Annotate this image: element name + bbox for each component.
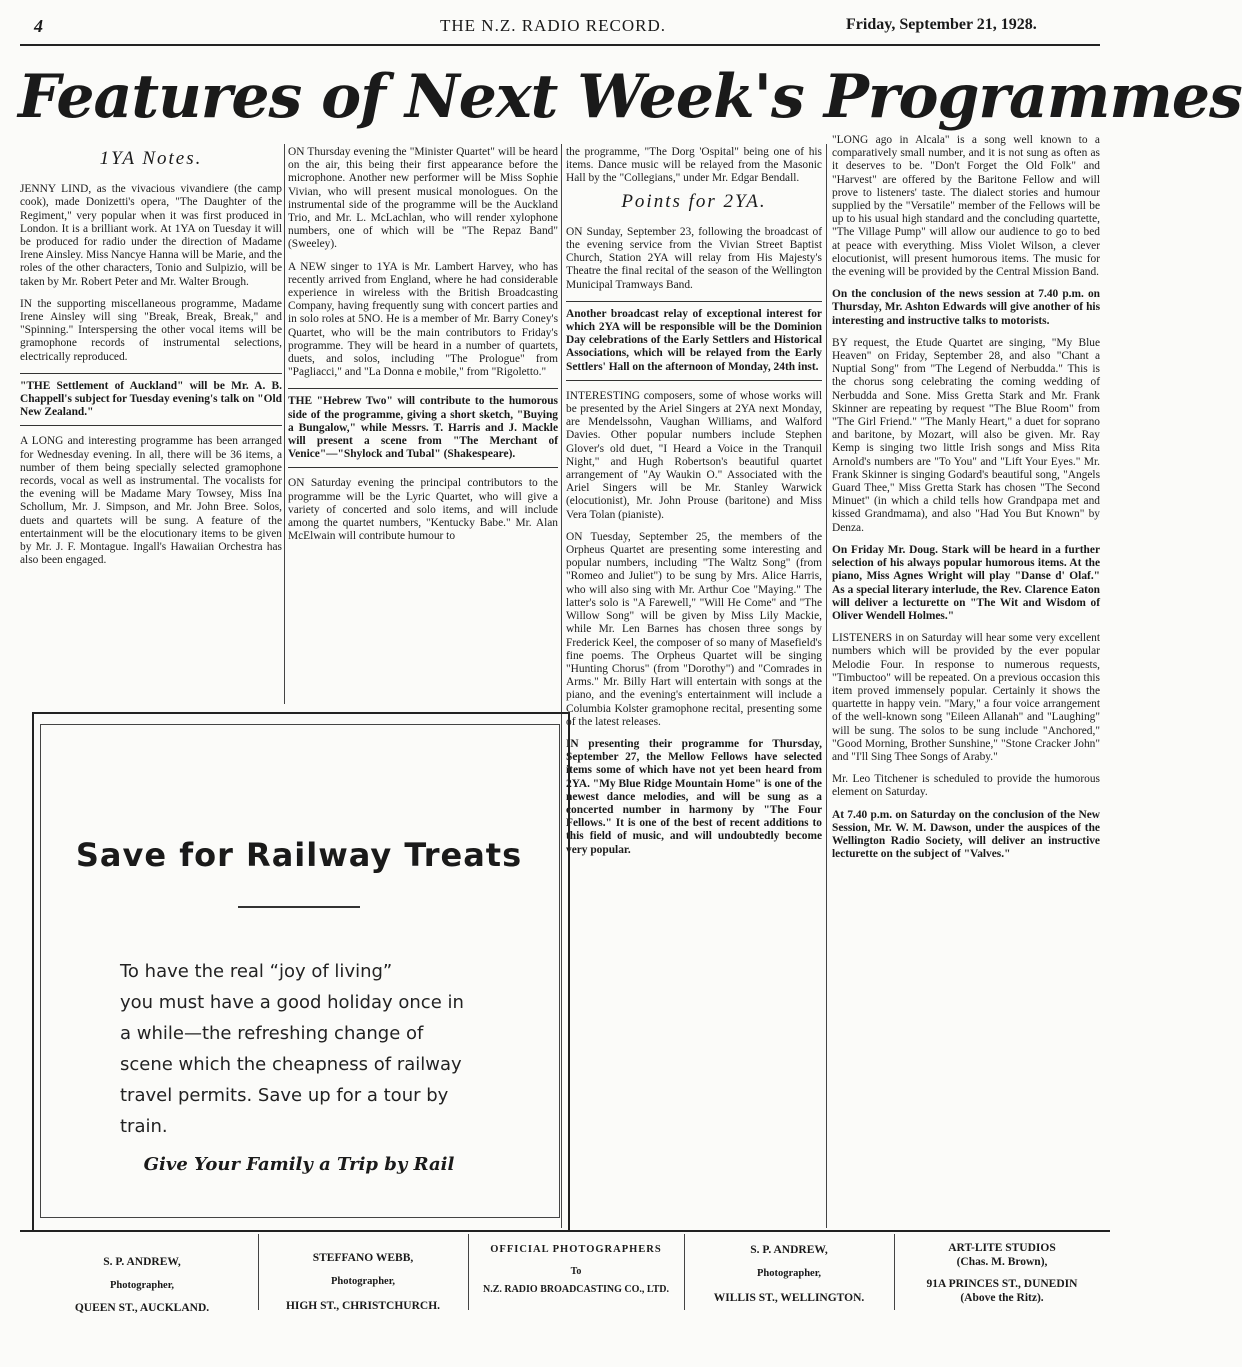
studio-name: ART-LITE STUDIOS xyxy=(948,1242,1056,1254)
directory-divider xyxy=(684,1234,685,1310)
directory-entry-official xyxy=(470,1234,682,1308)
ad-body-line: you must have a good holiday once in xyxy=(120,992,464,1013)
column-rule xyxy=(826,144,827,1228)
studio-name: STEFFANO WEBB, xyxy=(312,1252,414,1264)
article-paragraph: A NEW singer to 1YA is Mr. Lambert Harvey, who has recently arrived from England, where he had considerable experience in wireless with the British Broadcasting Company, having frequently sung with concert parties and in solo roles at 5NO. He is a member of Mr. Barry Coney's Quartet, who will be the main contributors to Friday's programme. They will be heard in a number of quartets, duets, and solos, including "The Prologue" from "Pagliacci," and "La Donna e mobile," from "Rigoletto." xyxy=(288,260,558,379)
directory-entry-wellington xyxy=(686,1234,892,1308)
motorists-talk-notice: On the conclusion of the news session at 7.40 p.m. on Thursday, Mr. Ashton Edwards will give another of his interesting and instructive talks to motorists. xyxy=(832,288,1100,327)
studio-name: S. P. ANDREW, xyxy=(750,1244,828,1256)
ad-body-line: travel permits. Save up for a tour by xyxy=(120,1085,449,1106)
directory-divider xyxy=(258,1234,259,1310)
ad-body-line: a while—the refreshing change of xyxy=(120,1023,424,1044)
article-paragraph: ON Sunday, September 23, following the broadcast of the evening service from the Vivian Street Baptist Church, Station 2YA will relay from His Majesty's Theatre the final recital of the season of the Wellington Municipal Tramways Band. xyxy=(566,225,822,291)
column-3 xyxy=(566,146,822,866)
studio-role: (Chas. M. Brown), xyxy=(956,1256,1048,1268)
dominion-day-notice: Another broadcast relay of exceptional interest for which 2YA will be responsible will be the Dominion Day celebrations of the Early Settlers and Historical Associations, which will be relayed from the Early Settlers' Hall on the afternoon of Monday, 24th inst. xyxy=(566,301,822,381)
head-rule xyxy=(20,44,1100,46)
hebrew-two-notice: THE "Hebrew Two" will contribute to the humorous side of the programme, giving a short sketch, "Buying a Bungalow," while Messrs. T. Harris and J. Mackle will present a scene from "The Merchant of Venice"—"Shylock and Tubal" (Shakespeare). xyxy=(288,388,558,468)
friday-stark-notice: On Friday Mr. Doug. Stark will be heard in a further selection of his always popular humorous items. At the piano, Miss Agnes Wright will play "Danse d' Olaf." As a special literary interlude, the Rev. Clarence Eaton will deliver a lecturette on "The Wit and Wisdom of Oliver Wendell Holmes." xyxy=(832,543,1100,622)
article-paragraph: BY request, the Etude Quartet are singing, "My Blue Heaven" on Friday, September 28, and also "Chant a Nuptial Song" from "The Legend of Nerbudda." This is the chorus song celebrating the coming wedding of Nerbudda and Sone. Miss Gretta Stark and Mr. Frank Skinner are repeating by request "The Blue Room" from "The Girl Friend." "The Manly Heart," a duet for soprano and baritone, by Mozart, will also be given. Mr. Ray Kemp is singing two little Irish songs and Miss Rita Arnold's numbers are "To You" and "Lift Your Eyes." Mr. Frank Skinner is singing Godard's beautiful song, "Angels Guard Thee," Miss Gretta Stark has chosen "The Second Minuet" (in which a child tells how Grandpapa met and kissed Grandmama), and also "Had You But Known" by Denza. xyxy=(832,336,1100,534)
studio-address: WILLIS ST., WELLINGTON. xyxy=(713,1292,865,1304)
article-paragraph: Mr. Leo Titchener is scheduled to provide the humorous element on Saturday. xyxy=(832,773,1100,799)
studio-role: To xyxy=(570,1266,582,1277)
article-paragraph: A LONG and interesting programme has been arranged for Wednesday evening. In all, there will be 36 items, a number of them being specially selected gramophone records, vocal as well as instrumental. The vocalists for the evening will be Madame Mary Towsey, Miss Ina Schollum, Mr. J. Simpson, and Mr. John Bree. Solos, duets and quartets will be sung. A feature of the entertainment will be the elocutionary items to be given by Mr. J. F. Montague. Ingall's Hawaiian Orchestra has also been engaged. xyxy=(20,435,282,567)
column-2 xyxy=(288,146,558,552)
valves-lecture-notice: At 7.40 p.m. on Saturday on the conclusion of the New Session, Mr. W. M. Dawson, under the auspices of the Wellington Radio Society, will deliver an instructive lecturette on the subject of "Valves." xyxy=(832,808,1100,861)
studio-note: (Above the Ritz). xyxy=(960,1292,1044,1304)
article-paragraph: ON Saturday evening the principal contributors to the programme will be the Lyric Quartet, who will give a variety of concerted and solo items, and will include among the quartet numbers, "Kentucky Babe." Mr. Alan McElwain will contribute humour to xyxy=(288,477,558,543)
studio-role: Photographer, xyxy=(109,1280,175,1291)
article-paragraph: LISTENERS in on Saturday will hear some very excellent numbers which will be provided by the ever popular Melodie Four. In response to numerous requests, "Timbuctoo" will be repeated. On a previous occasion this item proved immensely popular. Certainly it shows the quartette in happy vein. "Mary," a four voice arrangement of the well-known song "Eileen Allanah" and "Laughing" will be sung. The solos to be sung include "Anchored," "Good Morning, Brother Sunshine," "Stone Cracker John" and "I'll Sing Thee Songs of Araby." xyxy=(832,632,1100,763)
studio-role: Photographer, xyxy=(756,1268,822,1279)
section-heading-2ya: Points for 2YA. xyxy=(621,190,767,212)
studio-address: QUEEN ST., AUCKLAND. xyxy=(74,1302,210,1314)
directory-entry-auckland xyxy=(30,1234,254,1314)
railway-ad-body xyxy=(120,956,490,1142)
running-head xyxy=(0,16,1114,42)
ad-body-line: scene which the cheapness of railway xyxy=(120,1054,462,1075)
studio-name: OFFICIAL PHOTOGRAPHERS xyxy=(490,1244,662,1255)
column-4 xyxy=(832,134,1100,870)
masthead: THE N.Z. RADIO RECORD. xyxy=(440,16,666,35)
directory-entry-christchurch xyxy=(260,1234,466,1312)
studio-address: 91A PRINCES ST., DUNEDIN xyxy=(926,1278,1078,1290)
section-heading-1ya: 1YA Notes. xyxy=(99,148,203,169)
talk-notice: "THE Settlement of Auckland" will be Mr. A. B. Chappell's subject for Tuesday evening's talk on "Old New Zealand." xyxy=(20,373,282,427)
article-paragraph: "LONG ago in Alcala" is a song well known to a comparatively small number, and it is not sung as often as it deserves to be. "Don't Forget the Old Folk" and "Harvest" are offered by the Baritone Fellow and will prove to listeners' taste. The dialect stories and humour supplied by the "Versatile" member of the Fellows will be up to his usual high standard and the concluding quartette, "The Village Pump" will allow our audience to go to bed at peace with everything. Miss Violet Wilson, a clever elocutionist, will present humorous items. The music for the evening will be provided by the Central Mission Band. xyxy=(832,134,1100,279)
article-paragraph: JENNY LIND, as the vivacious vivandiere (the camp cook), made Donizetti's opera, "The Daughter of the Regiment," very popular when it was first produced in London. It is a brilliant work. At 1YA on Tuesday it will be produced for radio under the direction of Madame Irene Ainsley. Miss Nancye Hanna will be Marie, and the roles of the other characters, Tonio and Sulpizio, will be taken by Mr. Robert Peter and Mr. Walter Brough. xyxy=(20,183,282,288)
article-paragraph: ON Thursday evening the "Minister Quartet" will be heard on the air, this being their first appearance before the microphone. Another new performer will be Miss Sophie Vivian, who will present musical monologues. On the instrumental side of the programme will be the Auckland Trio, and Mr. L. McLachlan, who will render xylophone numbers, one of which will be "The Repaz Band" (Sweeley). xyxy=(288,146,558,251)
studio-address: HIGH ST., CHRISTCHURCH. xyxy=(285,1300,441,1312)
article-paragraph: INTERESTING composers, some of whose works will be presented by the Ariel Singers at 2YA next Monday, are Mendelssohn, Vaughan Williams, and Walford Davies. Other popular numbers include Stephen Glover's old duet, "I Heard a Voice in the Tranquil Night," and Hugh Robertson's beautiful quartet arrangement of "Ay Waukin O." Associated with the Ariel Singers will be Mr. Stanley Warwick (elocutionist), Mr. John Prouse (baritone) and Miss Vera Tolan (pianiste). xyxy=(566,389,822,521)
ad-body-line: To have the real “joy of living” xyxy=(120,961,393,982)
directory-divider xyxy=(894,1234,895,1310)
studio-address: N.Z. RADIO BROADCASTING CO., LTD. xyxy=(482,1284,670,1295)
column-rule xyxy=(284,144,285,704)
railway-ad-title: Save for Railway Treats xyxy=(75,836,523,874)
article-paragraph: IN the supporting miscellaneous programme, Madame Irene Ainsley will sing "Break, Break, Break," and "Spinning." Interspersing the other vocal items will be gramophone records of instrumental selections, electrically reproduced. xyxy=(20,297,282,363)
page-headline: Features of Next Week's Programmes xyxy=(18,62,1242,132)
article-paragraph: ON Tuesday, September 25, the members of the Orpheus Quartet are presenting some interesting and popular numbers, including "The Waltz Song" (from "Romeo and Juliet") to be sung by Mrs. Alice Harris, who will also sing with Mr. Arthur Coe "Maying." The latter's solo is "A Farewell," "Will He Come" and "The Willow Song" will be given by Miss Lily Mackie, while Mr. Len Barnes has chosen three songs by Frederick Keel, the composer of so many of Masefield's fine poems. The Orpheus Quartet will be singing "Hunting Chorus" (from "Dorothy") and "Comrades in Arms." Mr. Billy Hart will entertain with songs at the piano, and the evening's entertainment will include a Columbia Kolster gramophone recital, presenting some of the latest releases. xyxy=(566,530,822,728)
column-1yanotes xyxy=(20,146,282,576)
page-number: 4 xyxy=(34,16,43,36)
article-paragraph: the programme, "The Dorg 'Ospital" being one of his items. Dance music will be relayed from the Masonic Hall by the "Collegians," under Mr. Edgar Bendall. xyxy=(566,146,822,185)
directory-divider xyxy=(468,1234,469,1310)
mellow-fellows-notice: IN presenting their programme for Thursday, September 27, the Mellow Fellows have selected items some of which have not yet been heard from 2YA. "My Blue Ridge Mountain Home" is one of the newest dance melodies, and will be sung as a concerted number in harmony by "The Four Fellows." It is one of the best of recent additions to this field of music, and will undoubtedly become very popular. xyxy=(566,737,822,856)
ad-body-line: train. xyxy=(120,1116,168,1137)
railway-ad-slogan: Give Your Family a Trip by Rail xyxy=(143,1154,455,1175)
directory-entry-dunedin xyxy=(896,1234,1108,1308)
studio-role: Photographer, xyxy=(330,1276,396,1287)
issue-date: Friday, September 21, 1928. xyxy=(846,16,1037,33)
railway-ad-rule xyxy=(238,906,360,908)
studio-name: S. P. ANDREW, xyxy=(103,1256,181,1268)
